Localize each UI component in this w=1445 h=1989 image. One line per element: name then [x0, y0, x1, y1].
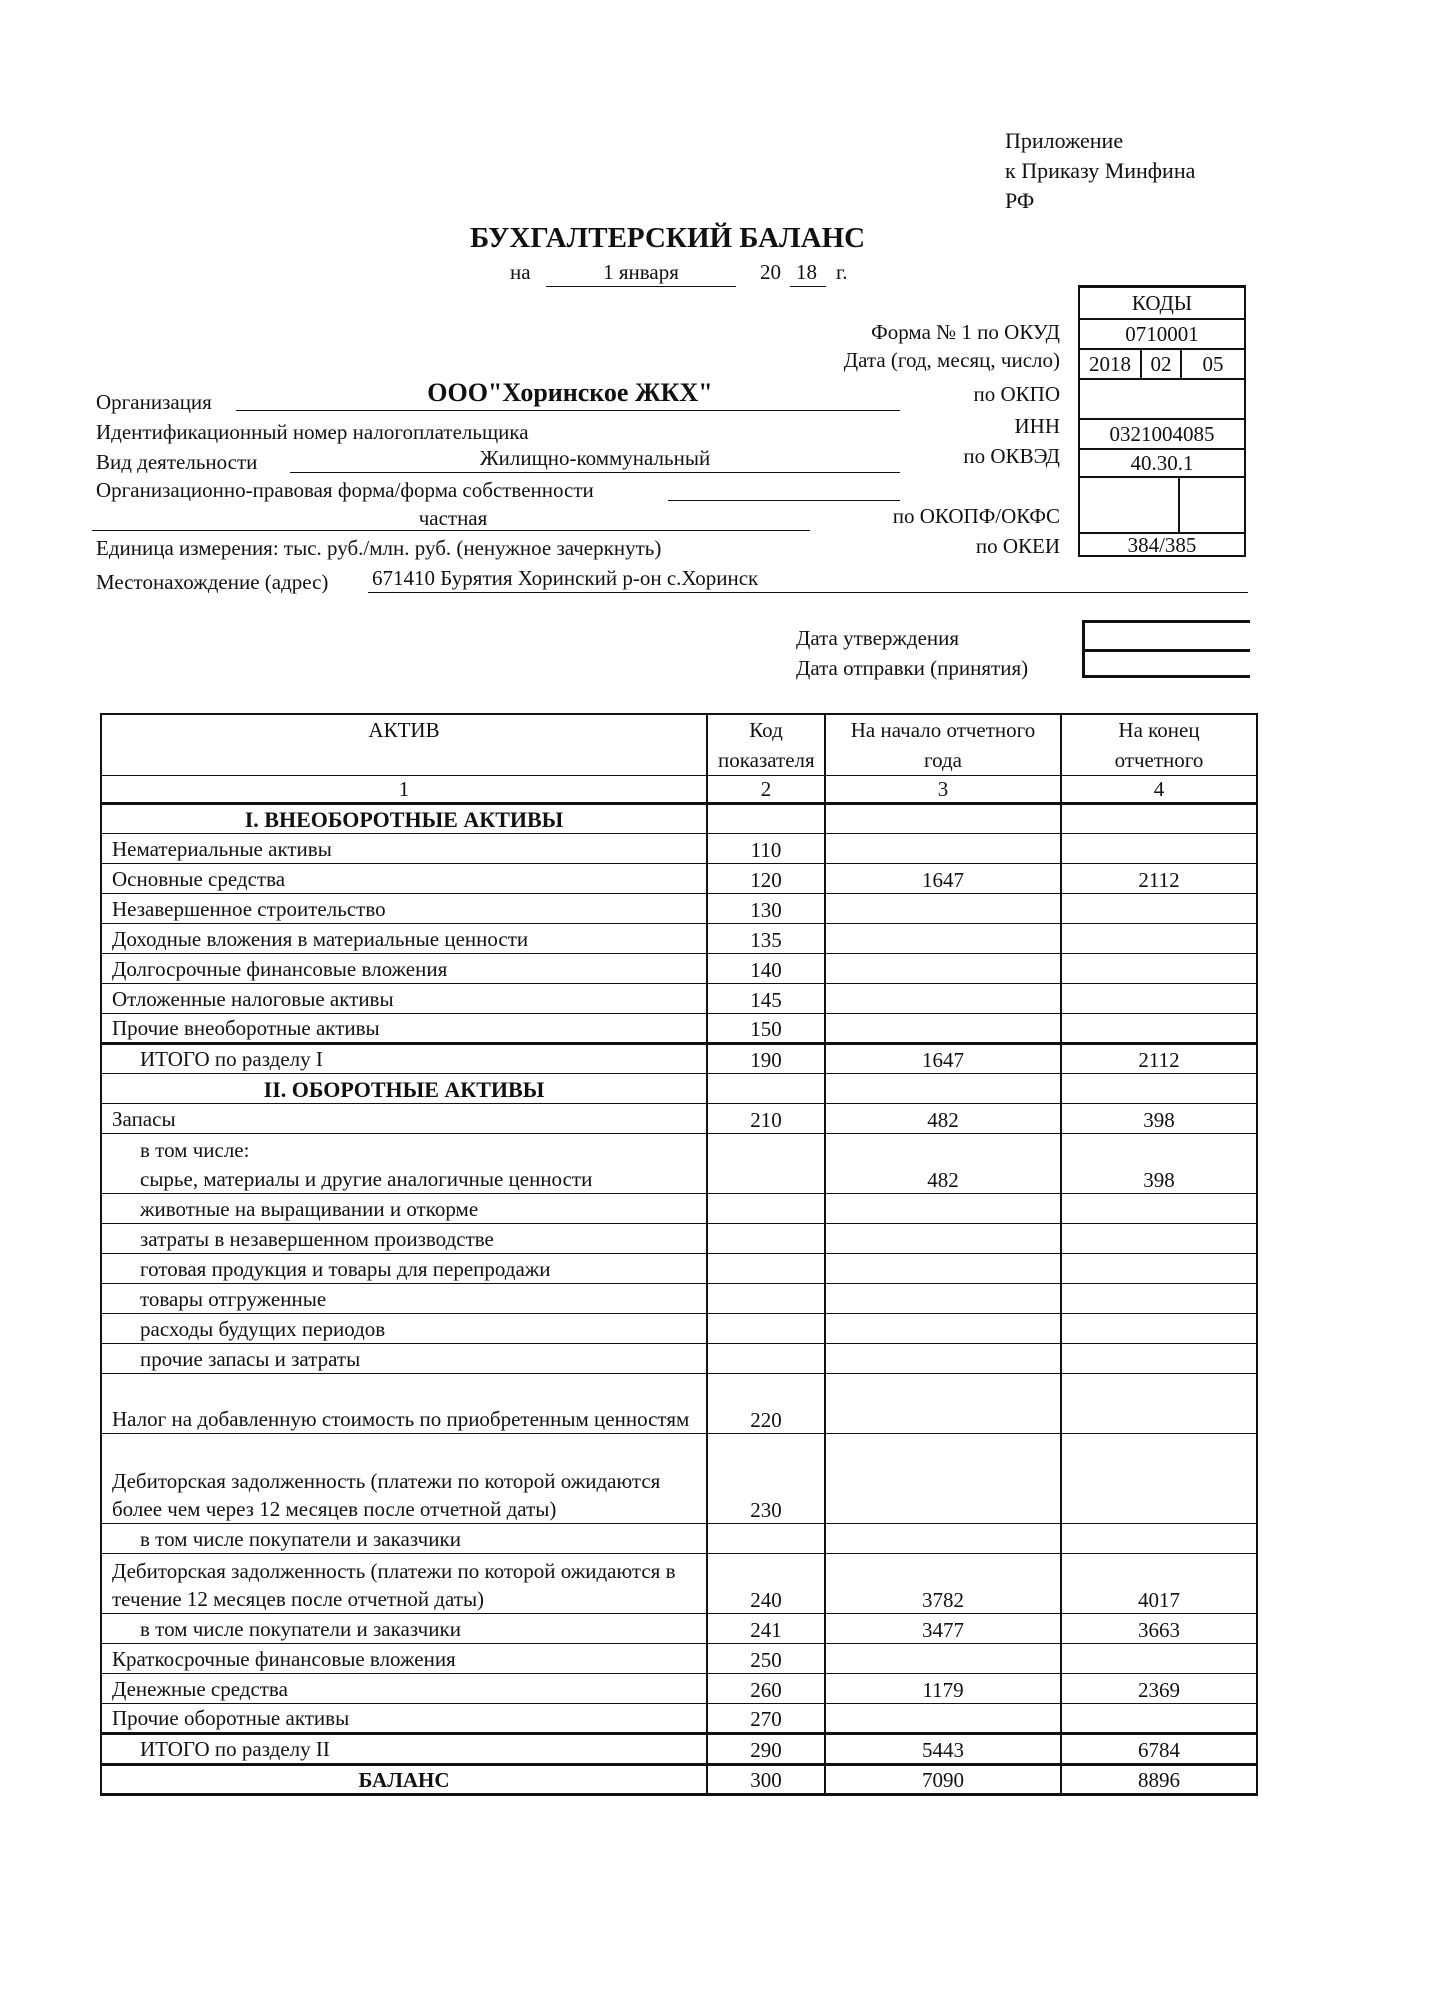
balance-table-body [101, 804, 1257, 1795]
col-number-1: 1 [101, 776, 707, 804]
row-start-value: 3477 [825, 1614, 1061, 1644]
okud-value: 0710001 [1080, 320, 1244, 350]
row-end-value: 2369 [1061, 1674, 1257, 1704]
row-start-value [825, 1434, 1061, 1524]
table-row [101, 1044, 1257, 1074]
row-code [707, 1194, 825, 1224]
row-label: Краткосрочные финансовые вложения [101, 1644, 707, 1674]
col-number-4: 4 [1061, 776, 1257, 804]
address-label: Местонахождение (адрес) [96, 570, 329, 594]
date-label: Дата (год, месяц, число) [843, 348, 1060, 372]
row-code: 135 [707, 924, 825, 954]
row-label: затраты в незавершенном производстве [101, 1224, 707, 1254]
inn-label: ИНН [1014, 414, 1060, 438]
row-code [707, 1314, 825, 1344]
row-end-value [1061, 924, 1257, 954]
row-start-value [825, 1704, 1061, 1734]
date-prefix: на [510, 260, 531, 284]
row-end-value [1061, 1344, 1257, 1374]
row-label: Нематериальные активы [101, 834, 707, 864]
row-code: 270 [707, 1704, 825, 1734]
col-number-3: 3 [825, 776, 1061, 804]
date-code-row [1080, 350, 1244, 380]
appendix-line-3: РФ [1005, 188, 1035, 213]
appendix-line-1: Приложение [1005, 128, 1124, 153]
header-start: На начало отчетного года [825, 714, 1061, 776]
row-label: расходы будущих периодов [101, 1314, 707, 1344]
table-row [101, 1734, 1257, 1765]
table-row [101, 1614, 1257, 1644]
row-end-value: 8896 [1061, 1765, 1257, 1795]
row-code: 145 [707, 984, 825, 1014]
row-start-value [825, 804, 1061, 834]
approval-divider [1085, 649, 1250, 652]
activity-underline [290, 472, 900, 473]
row-code: 140 [707, 954, 825, 984]
row-start-value [825, 834, 1061, 864]
table-row [101, 1554, 1257, 1614]
row-code: 300 [707, 1765, 825, 1795]
row-start-value [825, 1374, 1061, 1434]
okved-value: 40.30.1 [1080, 450, 1244, 478]
date-day-month: 1 января [603, 260, 679, 284]
row-code: 220 [707, 1374, 825, 1434]
document-title: БУХГАЛТЕРСКИЙ БАЛАНС [470, 222, 866, 254]
row-end-value [1061, 1374, 1257, 1434]
row-end-value [1061, 1644, 1257, 1674]
org-label: Организация [96, 390, 212, 414]
row-end-value [1061, 834, 1257, 864]
org-name: ООО"Хоринское ЖКХ" [427, 378, 713, 407]
row-label: Отложенные налоговые активы [101, 984, 707, 1014]
approval-box [1082, 620, 1250, 678]
row-code [707, 1224, 825, 1254]
row-code: 260 [707, 1674, 825, 1704]
sent-label: Дата отправки (принятия) [796, 656, 1029, 680]
table-row [101, 864, 1257, 894]
table-row [101, 1344, 1257, 1374]
row-end-value [1061, 1224, 1257, 1254]
date-suffix: г. [836, 260, 848, 284]
row-code [707, 1524, 825, 1554]
row-end-value [1061, 894, 1257, 924]
date-year: 18 [796, 260, 817, 284]
table-row [101, 1134, 1257, 1164]
table-row [101, 1374, 1257, 1434]
okud-label: Форма № 1 по ОКУД [871, 320, 1060, 344]
row-label: прочие запасы и затраты [101, 1344, 707, 1374]
row-start-value: 5443 [825, 1734, 1061, 1765]
row-label: Прочие оборотные активы [101, 1704, 707, 1734]
row-start-value [825, 984, 1061, 1014]
form-label: Организационно-правовая форма/форма собственности [96, 478, 594, 502]
row-label: Налог на добавленную стоимость по приобретенным ценностям [101, 1374, 707, 1434]
header-code: Код показателя [707, 714, 825, 776]
row-start-value [825, 924, 1061, 954]
row-start-value: 1179 [825, 1674, 1061, 1704]
table-row [101, 1224, 1257, 1254]
table-row [101, 804, 1257, 834]
row-start-value [825, 1344, 1061, 1374]
row-start-value: 7090 [825, 1765, 1061, 1795]
activity-label: Вид деятельности [96, 450, 258, 474]
row-end-value [1061, 1074, 1257, 1104]
row-label: Денежные средства [101, 1674, 707, 1704]
row-start-value [825, 1194, 1061, 1224]
row-code: 240 [707, 1554, 825, 1614]
row-start-value [825, 1254, 1061, 1284]
row-end-value [1061, 1314, 1257, 1344]
row-end-value [1061, 1254, 1257, 1284]
row-label: Запасы [101, 1104, 707, 1134]
okved-label: по ОКВЭД [963, 444, 1060, 468]
row-label: Дебиторская задолженность (платежи по которой ожидаются более чем через 12 месяцев после отчетной даты) [101, 1434, 707, 1524]
row-code [707, 804, 825, 834]
balance-table [100, 713, 1258, 1796]
row-end-value: 2112 [1061, 1044, 1257, 1074]
row-end-value [1061, 1194, 1257, 1224]
row-end-value: 2112 [1061, 864, 1257, 894]
taxpayer-label: Идентификационный номер налогоплательщика [96, 420, 529, 444]
row-end-value: 398 [1061, 1104, 1257, 1134]
codes-header: КОДЫ [1080, 288, 1244, 320]
header-end: На конец отчетного [1061, 714, 1257, 776]
row-code: 230 [707, 1434, 825, 1524]
table-row [101, 1644, 1257, 1674]
address-value: 671410 Бурятия Хоринский р-он с.Хоринск [372, 566, 759, 590]
date-year-prefix: 20 [760, 260, 781, 284]
row-code [707, 1254, 825, 1284]
row-label: Прочие внеоборотные активы [101, 1014, 707, 1044]
row-start-value: 482 [825, 1104, 1061, 1134]
row-code: 241 [707, 1614, 825, 1644]
okopf-value [1080, 478, 1244, 534]
row-label: товары отгруженные [101, 1284, 707, 1314]
table-row [101, 1314, 1257, 1344]
col-number-2: 2 [707, 776, 825, 804]
row-code: 110 [707, 834, 825, 864]
row-end-value: 4017 [1061, 1554, 1257, 1614]
inn-value: 0321004085 [1080, 420, 1244, 450]
unit-label: Единица измерения: тыс. руб./млн. руб. (ненужное зачеркнуть) [96, 536, 662, 560]
row-label: Основные средства [101, 864, 707, 894]
date-code-day: 05 [1202, 352, 1224, 376]
row-start-value: 3782 [825, 1554, 1061, 1614]
row-end-value [1061, 1704, 1257, 1734]
row-label: в том числе покупатели и заказчики [101, 1614, 707, 1644]
row-code [707, 1074, 825, 1104]
activity-value: Жилищно-коммунальный [479, 446, 711, 470]
table-row [101, 1164, 1257, 1194]
date-code-year: 2018 [1080, 350, 1142, 378]
row-start-value [825, 1134, 1061, 1164]
ownership-underline [92, 530, 810, 531]
row-end-value [1061, 1014, 1257, 1044]
row-label: II. ОБОРОТНЫЕ АКТИВЫ [101, 1074, 707, 1104]
year-underline [790, 286, 826, 287]
table-row [101, 924, 1257, 954]
row-label: в том числе: [101, 1134, 707, 1164]
row-code [707, 1284, 825, 1314]
table-row [101, 1524, 1257, 1554]
row-start-value [825, 894, 1061, 924]
approved-label: Дата утверждения [796, 626, 960, 650]
codes-box [1078, 285, 1246, 557]
row-label: животные на выращивании и откорме [101, 1194, 707, 1224]
row-start-value [825, 1074, 1061, 1104]
row-end-value [1061, 804, 1257, 834]
row-start-value [825, 1224, 1061, 1254]
address-underline [368, 592, 1248, 593]
row-label: БАЛАНС [101, 1765, 707, 1795]
row-code: 290 [707, 1734, 825, 1765]
table-row [101, 1765, 1257, 1795]
row-start-value: 1647 [825, 1044, 1061, 1074]
row-label: Долгосрочные финансовые вложения [101, 954, 707, 984]
row-start-value [825, 1014, 1061, 1044]
row-code [707, 1134, 825, 1164]
row-label: Незавершенное строительство [101, 894, 707, 924]
okopf-label: по ОКОПФ/ОКФС [892, 504, 1060, 528]
ownership-value: частная [418, 506, 488, 530]
okopf-divider [1178, 478, 1180, 532]
row-start-value [825, 1314, 1061, 1344]
table-row [101, 1254, 1257, 1284]
row-code: 190 [707, 1044, 825, 1074]
row-code [707, 1344, 825, 1374]
row-code: 130 [707, 894, 825, 924]
table-row [101, 984, 1257, 1014]
table-row [101, 1074, 1257, 1104]
row-start-value [825, 1644, 1061, 1674]
row-start-value: 482 [825, 1164, 1061, 1194]
table-row [101, 1704, 1257, 1734]
row-label: ИТОГО по разделу II [101, 1734, 707, 1765]
table-row [101, 894, 1257, 924]
row-label: Дебиторская задолженность (платежи по которой ожидаются в течение 12 месяцев после отчетной даты) [101, 1554, 707, 1614]
date-code-month: 02 [1142, 350, 1182, 378]
row-label: Доходные вложения в материальные ценности [101, 924, 707, 954]
row-label: сырье, материалы и другие аналогичные ценности [101, 1164, 707, 1194]
table-row [101, 1104, 1257, 1134]
date-underline [546, 286, 736, 287]
row-end-value: 398 [1061, 1164, 1257, 1194]
table-row [101, 1674, 1257, 1704]
row-end-value: 6784 [1061, 1734, 1257, 1765]
form-underline [668, 500, 900, 501]
row-start-value [825, 954, 1061, 984]
row-end-value [1061, 1134, 1257, 1164]
row-label: готовая продукция и товары для перепродажи [101, 1254, 707, 1284]
table-row [101, 1194, 1257, 1224]
header-asset: АКТИВ [101, 714, 707, 776]
row-start-value: 1647 [825, 864, 1061, 894]
row-label: I. ВНЕОБОРОТНЫЕ АКТИВЫ [101, 804, 707, 834]
row-start-value [825, 1284, 1061, 1314]
row-label: ИТОГО по разделу I [101, 1044, 707, 1074]
row-end-value [1061, 954, 1257, 984]
row-code: 210 [707, 1104, 825, 1134]
row-code: 150 [707, 1014, 825, 1044]
table-row [101, 1434, 1257, 1524]
appendix-line-2: к Приказу Минфина [1005, 158, 1196, 183]
row-end-value [1061, 1284, 1257, 1314]
row-end-value: 3663 [1061, 1614, 1257, 1644]
row-code: 250 [707, 1644, 825, 1674]
table-row [101, 954, 1257, 984]
okei-value: 384/385 [1127, 533, 1197, 557]
row-code [707, 1164, 825, 1194]
row-end-value [1061, 1524, 1257, 1554]
row-start-value [825, 1524, 1061, 1554]
row-end-value [1061, 984, 1257, 1014]
okpo-label: по ОКПО [973, 382, 1060, 406]
row-end-value [1061, 1434, 1257, 1524]
table-row [101, 1284, 1257, 1314]
okei-label: по ОКЕИ [975, 534, 1060, 558]
org-underline [236, 410, 900, 411]
table-row [101, 1014, 1257, 1044]
row-label: в том числе покупатели и заказчики [101, 1524, 707, 1554]
row-code: 120 [707, 864, 825, 894]
table-row [101, 834, 1257, 864]
okpo-value [1080, 380, 1244, 420]
